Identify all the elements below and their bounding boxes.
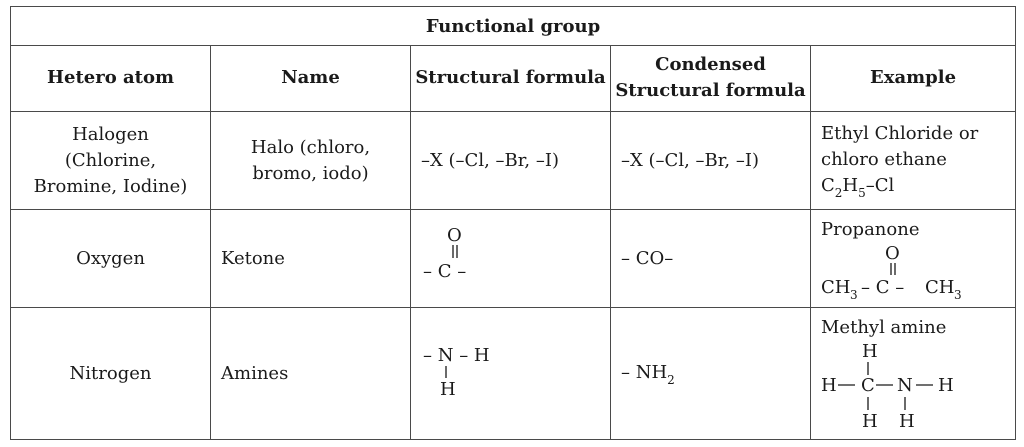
header-name: Name bbox=[211, 46, 411, 111]
example-name: Methyl amine bbox=[821, 316, 947, 338]
svg-text:H: H bbox=[899, 410, 915, 432]
svg-text:H: H bbox=[862, 410, 878, 432]
condensed-formula-cell: – $NH_2$ bbox=[611, 308, 811, 440]
example-line1: Ethyl Chloride or bbox=[821, 123, 979, 145]
name-cell: Ketone bbox=[211, 210, 411, 308]
hetero-atom-cell: Oxygen bbox=[11, 210, 211, 308]
structural-formula-cell bbox=[411, 210, 611, 308]
example-cell bbox=[811, 308, 1016, 440]
header-structural-formula: Structural formula bbox=[411, 46, 611, 111]
amine-bottom-h: H bbox=[440, 378, 456, 400]
svg-text:CH: CH bbox=[821, 276, 851, 298]
example-cell bbox=[811, 210, 1016, 308]
table-row bbox=[11, 210, 1016, 308]
example-cell bbox=[811, 111, 1016, 210]
ketone-main: – C – bbox=[423, 260, 467, 282]
svg-text:N: N bbox=[897, 374, 913, 396]
svg-text:3: 3 bbox=[954, 287, 962, 301]
svg-text:H: H bbox=[862, 340, 878, 362]
hetero-line3: Bromine, Iodine) bbox=[33, 175, 188, 197]
header-example: Example bbox=[811, 46, 1016, 111]
table-row bbox=[11, 111, 1016, 210]
name-cell bbox=[211, 111, 411, 210]
structural-formula-cell: –X (–Cl, –Br, –I) bbox=[411, 111, 611, 210]
header-hetero-atom: Hetero atom bbox=[11, 46, 211, 111]
svg-text:3: 3 bbox=[850, 287, 858, 301]
svg-text:– C –: – C – bbox=[861, 276, 905, 298]
amine-main: – N – H bbox=[423, 344, 490, 366]
condensed-formula-cell: – CO– bbox=[611, 210, 811, 308]
methyl-amine-structure bbox=[821, 341, 1001, 433]
hetero-atom-cell bbox=[11, 111, 211, 210]
condensed-formula-cell: –X (–Cl, –Br, –I) bbox=[611, 111, 811, 210]
example-formula: $C_2H_5-Cl$ bbox=[821, 175, 895, 201]
ketone-structure bbox=[421, 225, 501, 285]
svg-text:C: C bbox=[861, 374, 875, 396]
propanone-structure bbox=[821, 243, 1001, 301]
table-title: Functional group bbox=[11, 7, 1016, 46]
hetero-atom-cell: Nitrogen bbox=[11, 308, 211, 440]
amine-structure bbox=[421, 339, 521, 401]
hetero-line1: Halogen bbox=[72, 123, 149, 145]
oxygen-atom: O bbox=[447, 224, 462, 246]
svg-text:H: H bbox=[821, 374, 837, 396]
name-line2: bromo, iodo) bbox=[252, 162, 369, 184]
name-cell: Amines bbox=[211, 308, 411, 440]
example-line2: chloro ethane bbox=[821, 149, 947, 171]
header-condensed-line1: Condensed bbox=[655, 54, 766, 76]
header-condensed-line2: Structural formula bbox=[615, 80, 806, 102]
name-line1: Halo (chloro, bbox=[250, 136, 371, 158]
table-row bbox=[11, 308, 1016, 440]
hetero-line2: (Chlorine, bbox=[64, 149, 157, 171]
structural-formula-cell bbox=[411, 308, 611, 440]
svg-text:O: O bbox=[885, 242, 900, 264]
functional-group-table bbox=[10, 6, 1016, 440]
svg-text:H: H bbox=[938, 374, 954, 396]
example-name: Propanone bbox=[821, 218, 920, 240]
svg-text:CH: CH bbox=[925, 276, 955, 298]
header-condensed-formula bbox=[611, 46, 811, 111]
